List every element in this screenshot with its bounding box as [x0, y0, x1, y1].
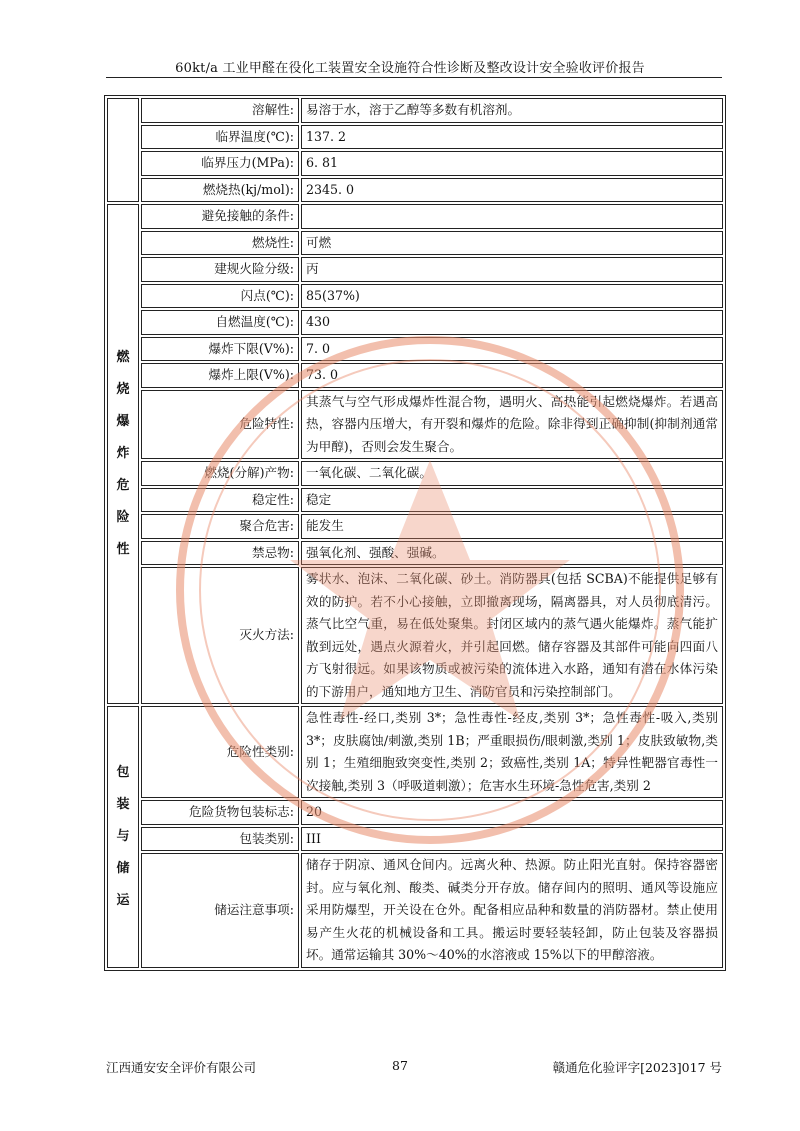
- table-row: [107, 488, 723, 513]
- footer-document-number: 赣通危化验评字[2023]017 号: [552, 1060, 722, 1075]
- category-char: 运: [116, 892, 130, 908]
- property-value: 85(37%): [301, 284, 723, 309]
- property-label: 建规火险分级:: [141, 257, 299, 282]
- property-value: 丙: [301, 257, 723, 282]
- category-char: 烧: [116, 382, 130, 397]
- table-row: [107, 827, 723, 852]
- property-value: 急性毒性-经口,类别 3*；急性毒性-经皮,类别 3*；急性毒性-吸入,类别 3*；皮肤腐蚀/刺激,类别 1B；严重眼损伤/眼刺激,类别 1；皮肤致敏物,类别 1；生殖细胞致突变性,类别 2；致癌性,类别 1A；特异性靶器官毒性一次接触,类别 3（呼吸道刺激）；危害水生环境-急性危害,类别 2: [301, 706, 723, 798]
- table-row: [107, 567, 723, 704]
- property-value: 430: [301, 310, 723, 335]
- table-row: [107, 310, 723, 335]
- property-value: 7. 0: [301, 337, 723, 362]
- property-label: 爆炸上限(V%):: [141, 363, 299, 388]
- property-value: 可燃: [301, 231, 723, 256]
- property-label: 稳定性:: [141, 488, 299, 513]
- properties-table-body: [107, 98, 723, 968]
- property-label: 灭火方法:: [141, 567, 299, 704]
- property-label: 危险特性:: [141, 390, 299, 460]
- table-row: [107, 98, 723, 123]
- table-row: [107, 337, 723, 362]
- header-divider: [106, 77, 722, 78]
- property-label: 溶解性:: [141, 98, 299, 123]
- category-char: 与: [116, 828, 130, 844]
- category-char: 包: [116, 764, 130, 780]
- property-value: 20: [301, 800, 723, 825]
- table-row: [107, 363, 723, 388]
- property-value: 能发生: [301, 514, 723, 539]
- table-row: [107, 853, 723, 968]
- category-char: 炸: [116, 446, 130, 461]
- property-label: 闪点(℃):: [141, 284, 299, 309]
- property-label: 储运注意事项:: [141, 853, 299, 968]
- property-label: 包装类别:: [141, 827, 299, 852]
- table-row: [107, 461, 723, 486]
- table-row: [107, 125, 723, 150]
- table-row: [107, 390, 723, 460]
- property-value: 其蒸气与空气形成爆炸性混合物，遇明火、高热能引起燃烧爆炸。若遇高热，容器内压增大，有开裂和爆炸的危险。除非得到正确抑制(抑制剂通常为甲醇)，否则会发生聚合。: [301, 390, 723, 460]
- property-label: 临界温度(℃):: [141, 125, 299, 150]
- property-value: 一氧化碳、二氧化碳。: [301, 461, 723, 486]
- property-label: 避免接触的条件:: [141, 204, 299, 229]
- table-row: [107, 514, 723, 539]
- property-value: 137. 2: [301, 125, 723, 150]
- property-value: 储存于阴凉、通风仓间内。远离火种、热源。防止阳光直射。保持容器密封。应与氧化剂、酸类、碱类分开存放。储存间内的照明、通风等设施应采用防爆型，开关设在仓外。配备相应品种和数量的消防器材。禁止使用易产生火花的机械设备和工具。搬运时要轻装轻卸，防止包装及容器损坏。通常运输其 30%～40%的水溶液或 15%以下的甲醇溶液。: [301, 853, 723, 968]
- table-row: [107, 541, 723, 566]
- property-label: 危险性类别:: [141, 706, 299, 798]
- table-row: [107, 151, 723, 176]
- section-category: [107, 706, 139, 968]
- category-char: 燃: [116, 350, 130, 365]
- property-label: 爆炸下限(V%):: [141, 337, 299, 362]
- category-char: 爆: [116, 414, 130, 429]
- section-category: [107, 98, 139, 202]
- property-value: III: [301, 827, 723, 852]
- page-header-title: 60kt/a 工业甲醛在役化工装置安全设施符合性诊断及整改设计安全验收评价报告: [175, 61, 645, 76]
- property-label: 聚合危害:: [141, 514, 299, 539]
- table-row: [107, 257, 723, 282]
- properties-table: [104, 95, 726, 971]
- property-label: 燃烧(分解)产物:: [141, 461, 299, 486]
- table-row: [107, 178, 723, 203]
- category-char: 储: [116, 860, 130, 876]
- category-char: 装: [116, 796, 130, 812]
- category-char: 危: [116, 478, 130, 493]
- property-value: 73. 0: [301, 363, 723, 388]
- table-row: [107, 231, 723, 256]
- footer-page-number: 87: [392, 1058, 408, 1073]
- property-label: 自燃温度(℃):: [141, 310, 299, 335]
- property-value: [301, 204, 723, 229]
- property-label: 燃烧热(kj/mol):: [141, 178, 299, 203]
- property-value: 2345. 0: [301, 178, 723, 203]
- table-row: [107, 800, 723, 825]
- property-label: 燃烧性:: [141, 231, 299, 256]
- property-value: 强氧化剂、强酸、强碱。: [301, 541, 723, 566]
- property-label: 禁忌物:: [141, 541, 299, 566]
- property-label: 临界压力(MPa):: [141, 151, 299, 176]
- property-value: 雾状水、泡沫、二氧化碳、砂土。消防器具(包括 SCBA)不能提供足够有效的防护。若不小心接触，立即撤离现场，隔离器具，对人员彻底清污。蒸气比空气重，易在低处聚集。封闭区域内的蒸气遇火能爆炸。蒸气能扩散到远处，遇点火源着火，并引起回燃。储存容器及其部件可能向四面八方飞射很远。如果该物质或被污染的流体进入水路，通知有潜在水体污染的下游用户，通知地方卫生、消防官员和污染控制部门。: [301, 567, 723, 704]
- table-row: [107, 204, 723, 229]
- table-row: [107, 284, 723, 309]
- property-value: 易溶于水，溶于乙醇等多数有机溶剂。: [301, 98, 723, 123]
- table-row: [107, 706, 723, 798]
- category-char: 性: [116, 542, 130, 557]
- property-label: 危险货物包装标志:: [141, 800, 299, 825]
- property-value: 6. 81: [301, 151, 723, 176]
- property-value: 稳定: [301, 488, 723, 513]
- footer-company: 江西通安安全评价有限公司: [106, 1060, 257, 1075]
- section-category: [107, 204, 139, 704]
- category-char: 险: [116, 510, 130, 525]
